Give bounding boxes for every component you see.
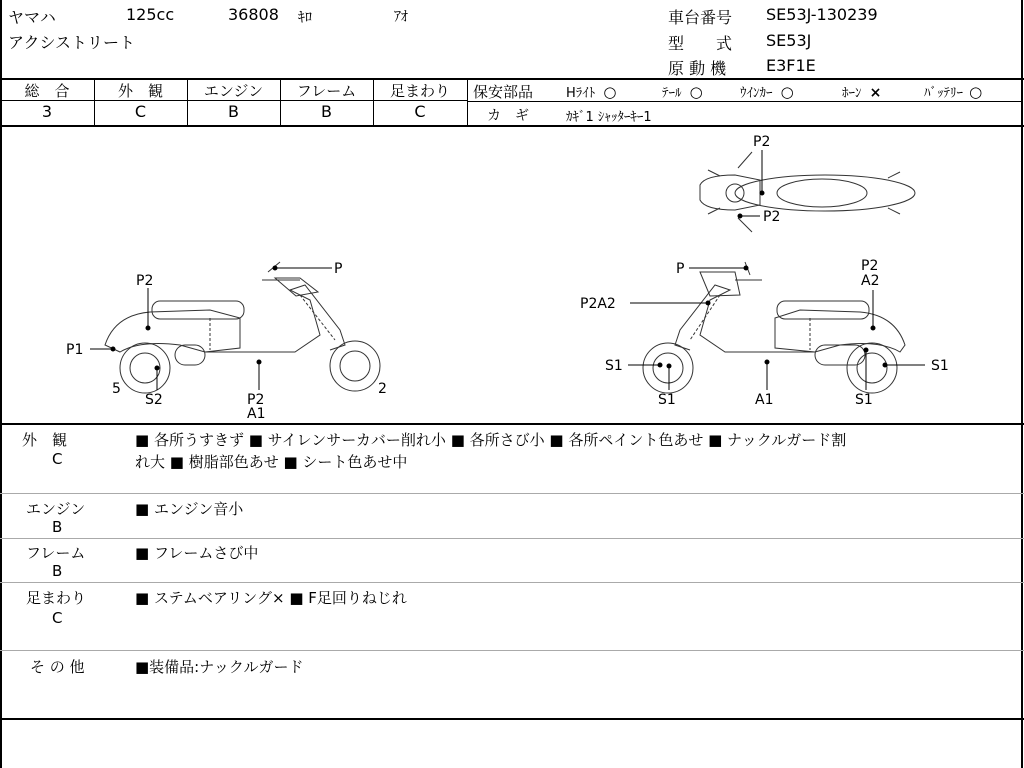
frame-right: [1021, 0, 1023, 768]
grade-value-suspension: C: [414, 102, 426, 121]
detail-label-suspension: 足まわり: [26, 589, 87, 607]
key-value: ｶｷﾞ1 ｼｬｯﾀｰｷｰ1: [566, 110, 652, 125]
safety-item-label: ｳｲﾝｶｰ: [740, 86, 773, 101]
safety-item-mark: ○: [969, 83, 983, 101]
grade-value-engine: B: [228, 102, 239, 121]
label-top-p2-side: P2: [763, 209, 781, 225]
safety-item-mark: ○: [780, 83, 794, 101]
diagram-bottom: [0, 423, 1024, 425]
safety-item-mark: ○: [603, 83, 617, 101]
top-view-scooter: [700, 152, 915, 232]
label-left-5: 5: [112, 381, 121, 397]
label-right-a2: A2: [861, 273, 880, 289]
label-left-p: P: [334, 261, 343, 277]
detail-divider: [0, 650, 1024, 651]
mileage: 36808: [228, 5, 279, 24]
detail-label-engine: エンジン: [26, 500, 86, 518]
grade-header-frame: フレーム: [296, 82, 357, 100]
safety-item-tail: [662, 82, 703, 101]
safety-item-label: ﾎｰﾝ: [842, 86, 862, 101]
detail-label-exterior: 外 観: [22, 431, 68, 449]
displacement: 125cc: [126, 5, 175, 24]
detail-label-frame: フレーム: [26, 544, 86, 562]
detail-text-frame: ■ フレームさび中: [135, 544, 259, 562]
safety-mid: [467, 101, 1022, 102]
grade-header-exterior: 外 観: [117, 82, 163, 100]
detail-grade-frame: B: [52, 562, 63, 580]
label-right-s1-right: S1: [931, 358, 949, 374]
grade-value-exterior: C: [134, 102, 147, 121]
safety-item-mark: ○: [689, 83, 703, 101]
type-value: SE53J: [766, 31, 812, 50]
detail-divider: [0, 582, 1024, 583]
label-right-a1: A1: [755, 392, 774, 408]
label-left-2: 2: [378, 381, 387, 397]
safety-item-battery: [924, 82, 982, 101]
detail-grade-suspension: C: [52, 609, 63, 627]
label-top-p2: P2: [753, 134, 771, 150]
detail-bottom: [0, 718, 1024, 720]
detail-grade-exterior: C: [52, 450, 63, 468]
label-right-p2: P2: [861, 258, 879, 274]
detail-label-other: そ の 他: [30, 658, 85, 676]
engine-label: 原 動 機: [668, 59, 727, 78]
grade-header-suspension: 足まわり: [389, 82, 450, 100]
label-right-s1-bottom-right: S1: [855, 392, 873, 408]
detail-text-other: ■装備品:ナックルガード: [135, 658, 304, 676]
grade-header-engine: エンジン: [203, 82, 264, 100]
type-label: 型 式: [668, 34, 733, 53]
safety-item-mark: ×: [869, 85, 882, 101]
grade-value-frame: B: [321, 102, 332, 121]
frame-no-label: 車台番号: [668, 8, 733, 27]
safety-item-label: Hﾗｲﾄ: [566, 86, 596, 101]
mileage-unit: ｷﾛ: [298, 10, 312, 26]
label-left-a1: A1: [247, 406, 266, 422]
detail-text-exterior: ■ 各所うすきず ■ サイレンサーカバー削れ小 ■ 各所さび小 ■ 各所ペイント色あせ ■ ナックルガード割: [135, 431, 847, 449]
safety-item-winker: [740, 82, 794, 101]
detail-text-suspension: ■ ステムベアリング× ■ F足回りねじれ: [135, 589, 407, 607]
color: ｱｵ: [394, 9, 408, 25]
detail-grade-engine: B: [52, 518, 63, 536]
detail-divider: [0, 538, 1024, 539]
label-right-p: P: [676, 261, 685, 277]
label-left-p2-top: P2: [136, 273, 154, 289]
detail-divider: [0, 493, 1024, 494]
label-left-p2-bottom: P2: [247, 392, 265, 408]
grade-divider-5: [467, 79, 468, 125]
label-left-p1: P1: [66, 342, 84, 358]
safety-item-horn: [842, 82, 881, 101]
label-right-p2a2: P2A2: [580, 296, 616, 312]
safety-label: 保安部品: [473, 83, 534, 101]
model-name: アクシストリート: [8, 33, 136, 52]
detail-text-engine: ■ エンジン音小: [135, 500, 244, 518]
grade-value-overall: 3: [41, 102, 53, 121]
safety-item-label: ﾊﾞｯﾃﾘｰ: [924, 86, 963, 101]
key-label: カ ギ: [487, 108, 529, 124]
safety-item-label: ﾃｰﾙ: [662, 86, 682, 101]
label-right-s1-left: S1: [605, 358, 623, 374]
grade-header-overall: 総 合: [24, 82, 70, 100]
damage-diagram: [0, 127, 1020, 423]
label-right-s1-bottom-left: S1: [658, 392, 676, 408]
maker: ヤマハ: [8, 8, 56, 27]
frame-no: SE53J-130239: [766, 5, 878, 24]
label-left-s2: S2: [145, 392, 163, 408]
engine-value: E3F1E: [766, 56, 816, 75]
detail-text-exterior-cont: れ大 ■ 樹脂部色あせ ■ シート色あせ中: [135, 453, 408, 471]
safety-item-headlight: [566, 82, 617, 101]
